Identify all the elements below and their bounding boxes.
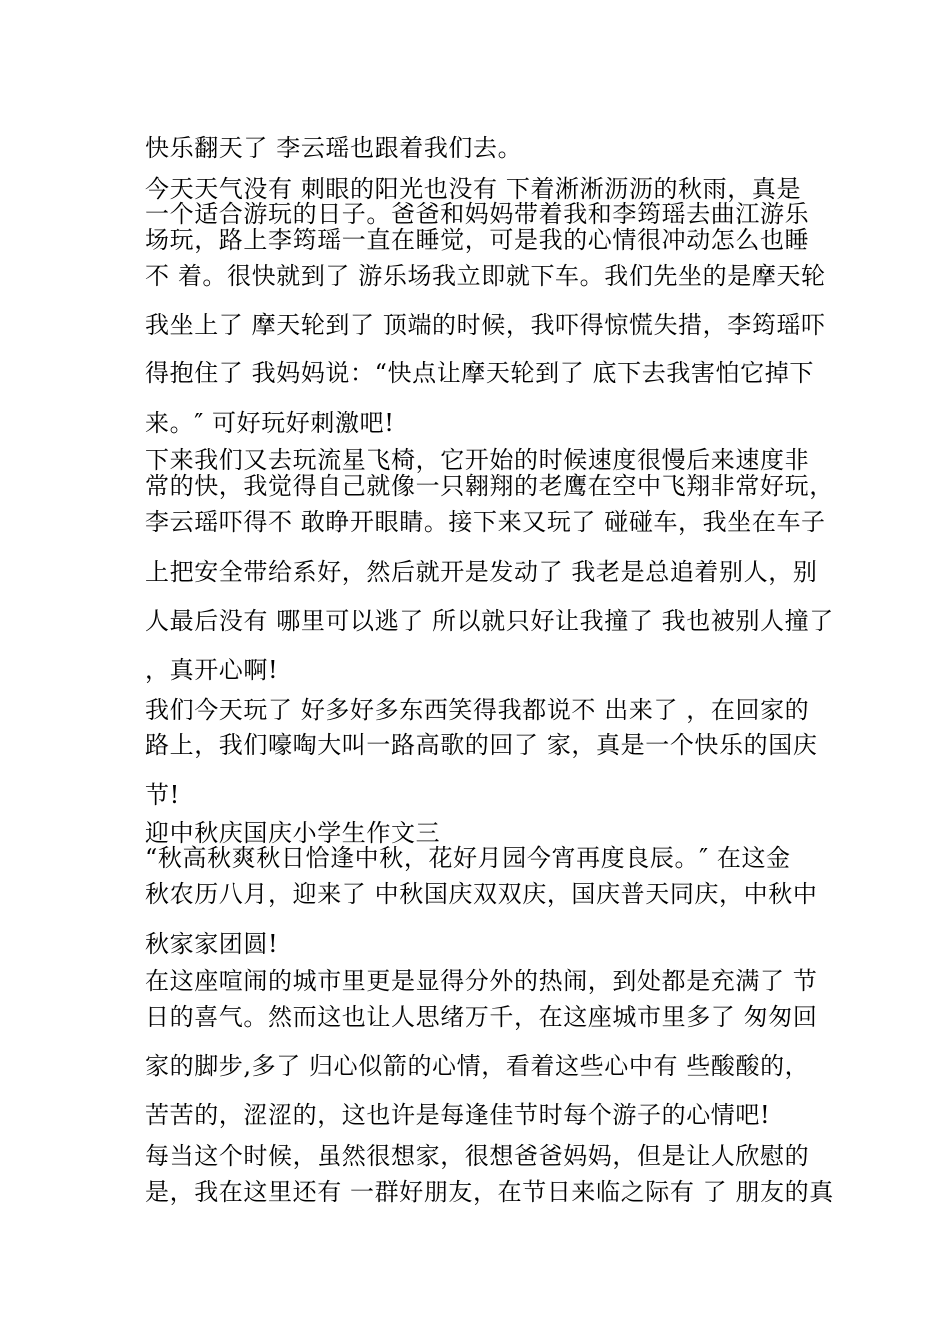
text-line: 是，我在这里还有 一群好朋友，在节日来临之际有 了 朋友的真: [145, 1178, 834, 1206]
text-line: 快乐翻天了 李云瑶也跟着我们去。: [145, 134, 523, 162]
text-line: 我们今天玩了 好多好多东西笑得我都说不 出来了 ，在回家的: [145, 696, 810, 724]
text-line: 场玩，路上李筠瑶一直在睡觉，可是我的心情很冲动怎么也睡: [145, 226, 810, 254]
text-line: 下来我们又去玩流星飞椅，它开始的时候速度很慢后来速度非: [145, 446, 810, 474]
text-line: 路上，我们嚎啕大叫一路高歌的回了 家，真是一个快乐的国庆: [145, 731, 818, 759]
text-line: 节!: [145, 781, 180, 809]
text-line: 每当这个时候，虽然很想家，很想爸爸妈妈，但是让人欣慰的: [145, 1142, 810, 1170]
text-line: 苦苦的，涩涩的，这也许是每逢佳节时每个游子的心情吧!: [145, 1101, 771, 1129]
text-line: 不 着。很快就到了 游乐场我立即就下车。我们先坐的是摩天轮: [145, 262, 826, 290]
text-line: 上把安全带给系好，然后就开是发动了 我老是总追着别人，别: [145, 558, 818, 586]
text-line: 来。″ 可好玩好刺激吧!: [145, 409, 395, 437]
text-line: ，真开心啊!: [145, 656, 279, 684]
text-line: 家的脚步,多了 归心似箭的心情，看着这些心中有 些酸酸的，: [145, 1052, 810, 1080]
text-line: 得抱住了 我妈妈说：“快点让摩天轮到了 底下去我害怕它掉下: [145, 359, 814, 387]
section-heading: 迎中秋庆国庆小学生作文三: [145, 819, 441, 847]
text-line: 常的快，我觉得自己就像一只翱翔的老鹰在空中飞翔非常好玩，: [145, 472, 834, 500]
text-line: 一个适合游玩的日子。爸爸和妈妈带着我和李筠瑶去曲江游乐: [145, 200, 810, 228]
text-line: 李云瑶吓得不 敢睁开眼睛。接下来又玩了 碰碰车，我坐在车子: [145, 508, 826, 536]
text-line: 今天天气没有 刺眼的阳光也没有 下着淅淅沥沥的秋雨，真是: [145, 175, 802, 203]
text-line: 秋家家团圆!: [145, 930, 279, 958]
text-line: “秋高秋爽秋日恰逢中秋，花好月园今宵再度良辰。″ 在这金: [145, 844, 791, 872]
text-line: 日的喜气。然而这也让人思绪万千，在这座城市里多了 匆匆回: [145, 1003, 818, 1031]
text-line: 在这座喧闹的城市里更是显得分外的热闹，到处都是充满了 节: [145, 967, 818, 995]
text-line: 人最后没有 哪里可以逃了 所以就只好让我撞了 我也被别人撞了: [145, 607, 834, 635]
text-line: 我坐上了 摩天轮到了 顶端的时候，我吓得惊慌失措，李筠瑶吓: [145, 311, 826, 339]
text-line: 秋农历八月，迎来了 中秋国庆双双庆，国庆普天同庆，中秋中: [145, 880, 818, 908]
